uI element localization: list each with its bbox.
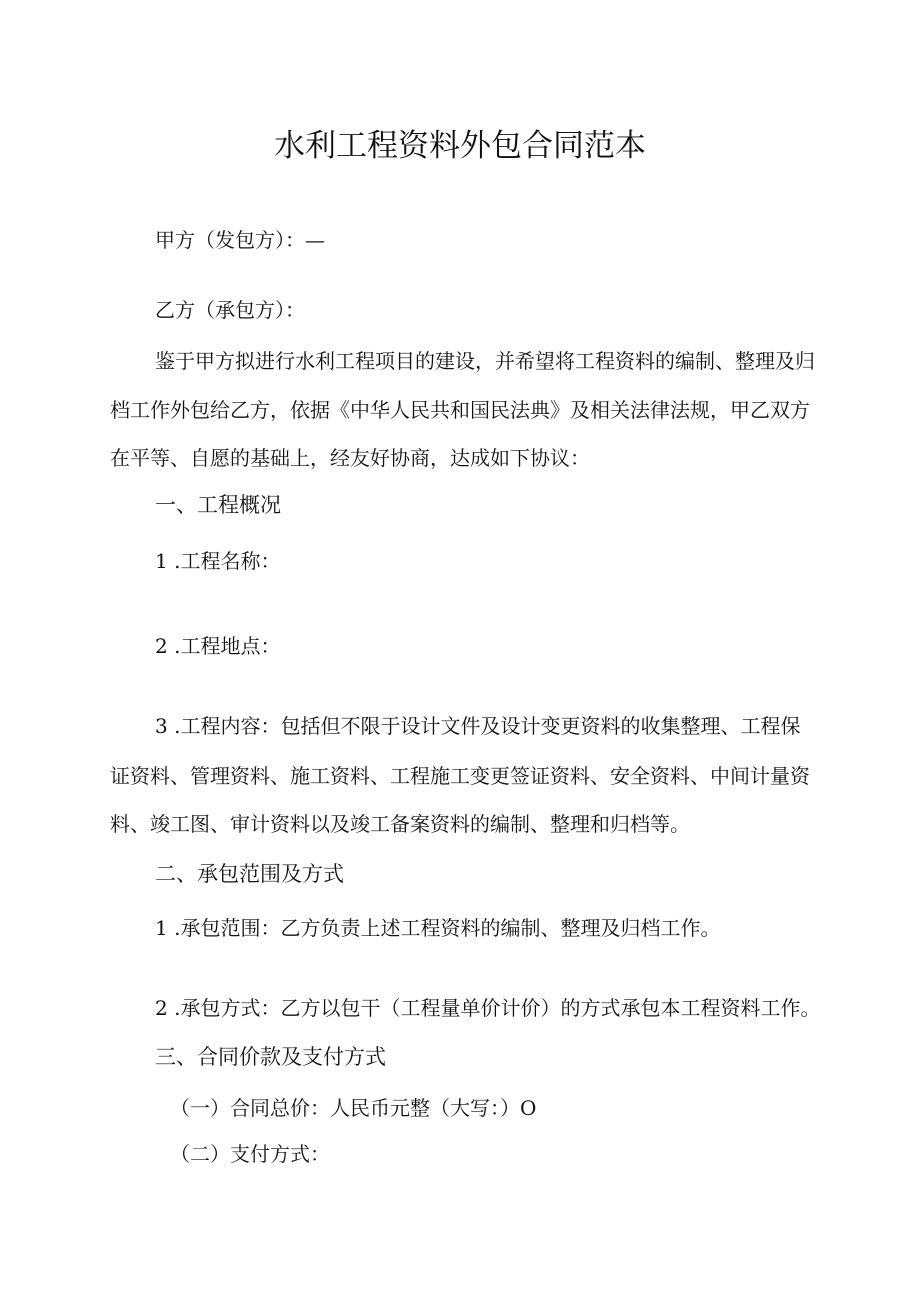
section-3-item-1: （一）合同总价：人民币元整（大写：）O bbox=[170, 1096, 537, 1120]
party-b-line: 乙方（承包方）： bbox=[155, 298, 305, 322]
section-1-item-3-line-3: 料、竣工图、审计资料以及竣工备案资料的编制、整理和归档等。 bbox=[110, 812, 690, 836]
section-2-item-2: 2 .承包方式：乙方以包干（工程量单价计价）的方式承包本工程资料工作。 bbox=[155, 996, 821, 1020]
section-1-item-1: 1 .工程名称： bbox=[155, 549, 281, 573]
section-1-item-3-line-2: 证资料、管理资料、施工资料、工程施工变更签证资料、安全资料、中间计量资 bbox=[110, 764, 810, 788]
party-a-line: 甲方（发包方）：— bbox=[155, 228, 325, 252]
preamble-line-3: 在平等、自愿的基础上，经友好协商，达成如下协议： bbox=[110, 446, 590, 470]
section-1-item-2: 2 .工程地点： bbox=[155, 634, 281, 658]
section-2-heading: 二、承包范围及方式 bbox=[155, 862, 344, 886]
section-3-item-2: （二）支付方式： bbox=[170, 1142, 330, 1166]
section-2-item-1: 1 .承包范围：乙方负责上述工程资料的编制、整理及归档工作。 bbox=[155, 916, 721, 940]
preamble-line-2: 档工作外包给乙方，依据《中华人民共和国民法典》及相关法律法规，甲乙双方 bbox=[110, 398, 810, 422]
section-3-heading: 三、合同价款及支付方式 bbox=[155, 1045, 386, 1069]
document-title: 水利工程资料外包合同范本 bbox=[274, 128, 646, 164]
preamble-line-1: 鉴于甲方拟进行水利工程项目的建设，并希望将工程资料的编制、整理及归 bbox=[155, 349, 815, 373]
section-1-heading: 一、工程概况 bbox=[155, 493, 281, 517]
section-1-item-3-line-1: 3 .工程内容：包括但不限于设计文件及设计变更资料的收集整理、工程保 bbox=[155, 714, 801, 738]
